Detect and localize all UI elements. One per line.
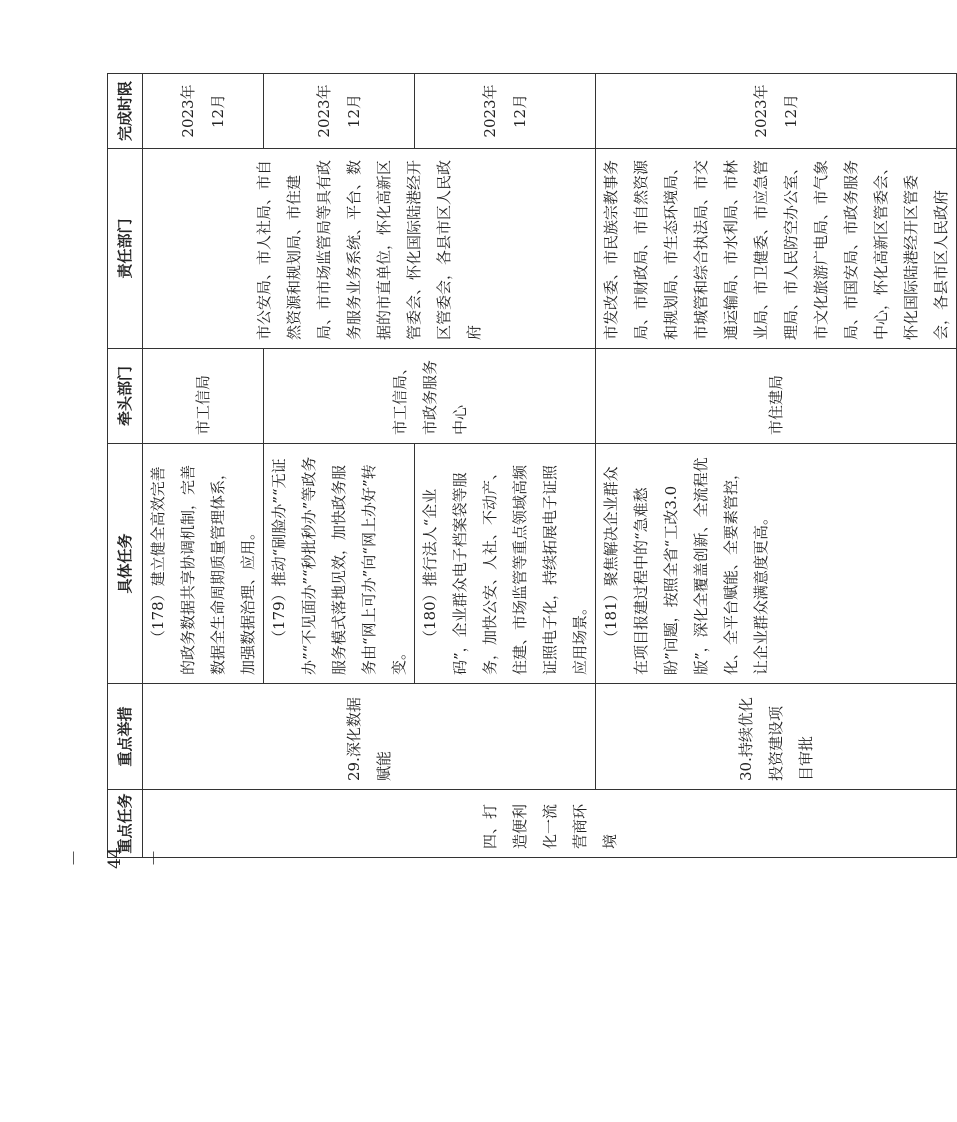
header-key-task: 重点任务 (108, 790, 143, 858)
lead-179-180: 市工信局、市政务服务中心 (264, 349, 596, 444)
header-row (108, 74, 143, 858)
deadline-181: 2023年12月 (596, 74, 957, 149)
key-task-cell: 四、打造便利化一流营商环境 (143, 790, 957, 858)
header-lead-dept: 牵头部门 (108, 349, 143, 444)
task-178: （178）建立健全高效完善的政务数据共享协调机制，完善数据全生命周期质量管理体系，加强数据治理、应用。 (143, 444, 264, 684)
measure-30-cell: 30.持续优化投资建设项目审批 (596, 684, 957, 790)
deadline-179: 2023年12月 (264, 74, 415, 149)
table-row (143, 74, 264, 858)
lead-181: 市住建局 (596, 349, 957, 444)
lead-178: 市工信局 (143, 349, 264, 444)
table-row (596, 74, 957, 858)
task-181: （181）聚焦解决企业群众在项目报建过程中的“急难愁盼”问题，按照全省“工改3.0版”，深化全覆盖创新、全流程优化、全平台赋能、全要素管控，让企业群众满意度更高。 (596, 444, 957, 684)
task-180: （180）推行法人“企业码”，企业群众电子档案袋等服务，加快公安、人社、不动产、住建、市场监管等重点领域高频证照电子化，持续拓展电子证照应用场景。 (415, 444, 596, 684)
resp-181: 市发改委、市民族宗教事务局、市财政局、市自然资源和规划局、市生态环境局、市城管和综合执法局、市交通运输局、市水利局、市林业局、市卫健委、市应急管理局、市人民防空办公室、市文化旅游广电局、市气象局、市国安局、市政务服务中心，怀化高新区管委会、怀化国际陆港经开区管委会，各县市区人民政府 (596, 149, 957, 349)
header-deadline: 完成时限 (108, 74, 143, 149)
measure-29-cell: 29.深化数据赋能 (143, 684, 596, 790)
page-number: － 44 － (65, 847, 165, 869)
header-key-measure: 重点举措 (108, 684, 143, 790)
task-179: （179）推动“刷脸办”“无证办”“不见面办”“秒批秒办”等政务服务模式落地见效，加快政务服务由“网上可办”向“网上办好”转变。 (264, 444, 415, 684)
task-table (107, 73, 957, 858)
header-resp-dept: 责任部门 (108, 149, 143, 349)
header-specific-task: 具体任务 (108, 444, 143, 684)
deadline-178: 2023年12月 (143, 74, 264, 149)
deadline-180: 2023年12月 (415, 74, 596, 149)
resp-178-180: 市公安局、市人社局、市自然资源和规划局、市住建局、市市场监管局等具有政务服务业务系统、平台、数据的市直单位，怀化高新区管委会、怀化国际陆港经开区管委会，各县市区人民政府 (143, 149, 596, 349)
rotated-table-wrapper (107, 74, 950, 858)
